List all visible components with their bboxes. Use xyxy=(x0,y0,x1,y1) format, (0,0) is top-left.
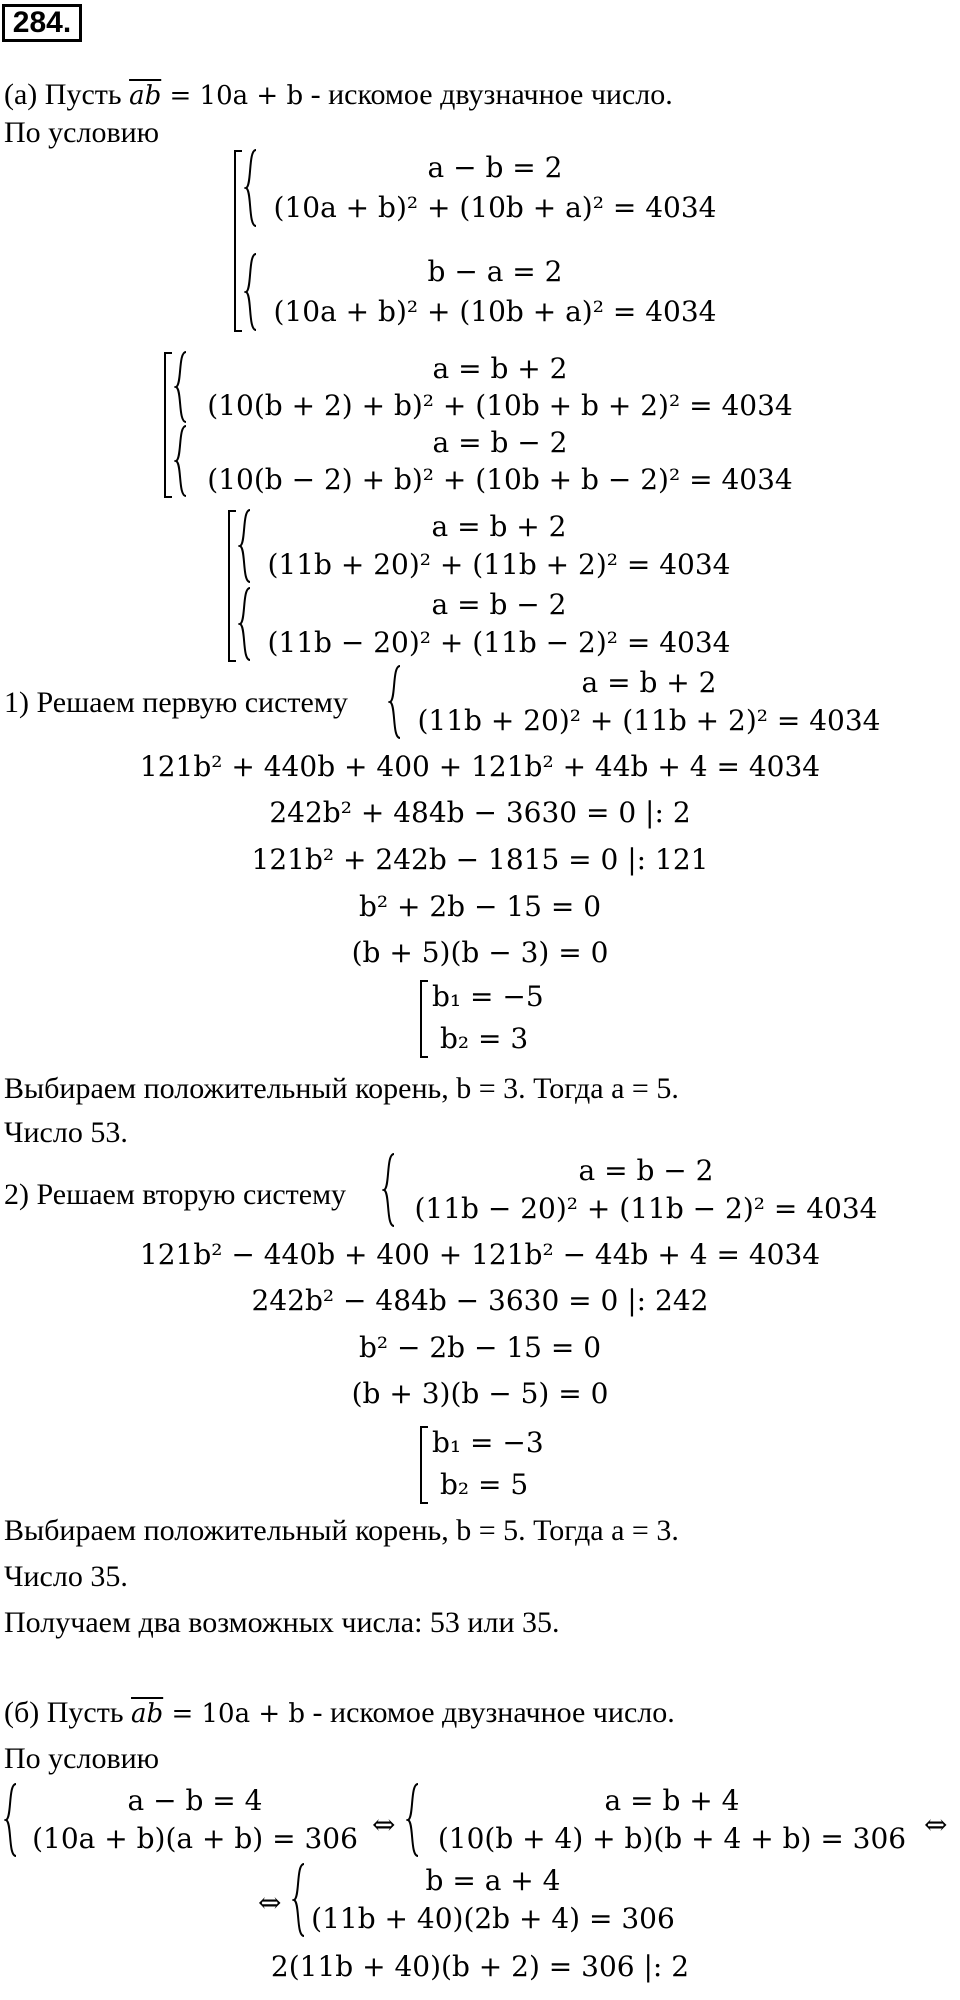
brace-icon xyxy=(292,1862,306,1938)
brace-icon xyxy=(388,664,402,740)
roots-bracket xyxy=(420,1426,428,1504)
part-a-condition: По условию xyxy=(4,116,160,149)
union-bracket xyxy=(234,150,242,332)
step2-line: 121b² − 440b + 400 + 121b² − 44b + 4 = 4034 xyxy=(139,1238,821,1271)
root: b₁ = −3 xyxy=(432,1426,544,1459)
equation: b = a + 4 xyxy=(425,1864,561,1897)
union-bracket xyxy=(164,352,172,498)
intro-prefix: (б) Пусть xyxy=(4,1696,132,1729)
roots-bracket xyxy=(420,980,428,1058)
equation: (10a + b)² + (10b + a)² = 4034 xyxy=(273,191,717,224)
step1-line: b² + 2b − 15 = 0 xyxy=(358,890,602,923)
step2-line: b² − 2b − 15 = 0 xyxy=(358,1331,602,1364)
equation: (10(b − 2) + b)² + (10b + b − 2)² = 4034 xyxy=(207,463,793,496)
brace-icon xyxy=(406,1782,420,1858)
equation: b − a = 2 xyxy=(427,255,563,288)
step1-line: 242b² + 484b − 3630 = 0 |: 2 xyxy=(269,796,691,829)
equation: a = b + 2 xyxy=(431,510,567,543)
digit-notation: $\overline{ab}$ xyxy=(131,1699,164,1729)
brace-icon xyxy=(4,1782,18,1858)
root: b₂ = 3 xyxy=(440,1022,529,1055)
root: b₁ = −5 xyxy=(432,980,544,1013)
equation: (10(b + 4) + b)(b + 4 + b) = 306 xyxy=(437,1822,907,1855)
part-a-answer: Получаем два возможных числа: 53 или 35. xyxy=(4,1606,560,1639)
part-b-intro xyxy=(4,1696,675,1730)
equation: (11b + 20)² + (11b + 2)² = 4034 xyxy=(267,548,731,581)
step1-line: 121b² + 440b + 400 + 121b² + 44b + 4 = 4034 xyxy=(139,750,821,783)
brace-icon xyxy=(244,148,258,228)
step2-line: (b + 3)(b − 5) = 0 xyxy=(351,1377,609,1410)
equation: a − b = 2 xyxy=(427,151,563,184)
equation: a = b − 2 xyxy=(431,588,567,621)
equation: (11b − 20)² + (11b − 2)² = 4034 xyxy=(267,626,731,659)
step1-line: (b + 5)(b − 3) = 0 xyxy=(351,936,609,969)
step1-number: Число 53. xyxy=(4,1116,128,1149)
intro-suffix: - искомое двузначное число. xyxy=(303,78,673,111)
step2-label: 2) Решаем вторую систему xyxy=(4,1178,347,1211)
step2-choice: Выбираем положительный корень, b = 5. Тогда a = 3. xyxy=(4,1514,679,1547)
equation: (10(b + 2) + b)² + (10b + b + 2)² = 4034 xyxy=(207,389,793,422)
step2-line: 242b² − 484b − 3630 = 0 |: 242 xyxy=(251,1284,709,1317)
part-b-line: 2(11b + 40)(b + 2) = 306 |: 2 xyxy=(270,1950,690,1983)
brace-icon xyxy=(174,424,188,498)
brace-icon xyxy=(238,508,252,584)
problem-number: 284. xyxy=(2,4,82,42)
equivalence-sign: ⇔ xyxy=(258,1886,282,1919)
equation: a = b + 2 xyxy=(432,352,568,385)
equation: a = b + 2 xyxy=(581,666,717,699)
equation: (10a + b)(a + b) = 306 xyxy=(32,1822,358,1855)
step2-number: Число 35. xyxy=(4,1560,128,1593)
part-a-intro xyxy=(4,78,673,112)
brace-icon xyxy=(244,252,258,332)
brace-icon xyxy=(382,1152,396,1228)
equation: (10a + b)² + (10b + a)² = 4034 xyxy=(273,295,717,328)
step1-label: 1) Решаем первую систему xyxy=(4,686,348,719)
equation: (11b + 20)² + (11b + 2)² = 4034 xyxy=(417,704,881,737)
brace-icon xyxy=(238,586,252,662)
step1-line: 121b² + 242b − 1815 = 0 |: 121 xyxy=(251,843,709,876)
intro-formula: = 10a + b xyxy=(163,1699,306,1729)
equation: (11b − 20)² + (11b − 2)² = 4034 xyxy=(414,1192,878,1225)
equivalence-sign: ⇔ xyxy=(372,1808,396,1841)
equation: a = b − 2 xyxy=(578,1154,714,1187)
equation: a − b = 4 xyxy=(127,1784,263,1817)
digit-notation: $\overline{ab}$ xyxy=(129,81,162,111)
step1-choice: Выбираем положительный корень, b = 3. Тогда a = 5. xyxy=(4,1072,679,1105)
brace-icon xyxy=(174,350,188,424)
equation: a = b + 4 xyxy=(604,1784,740,1817)
union-bracket xyxy=(228,510,236,662)
equivalence-sign: ⇔ xyxy=(924,1808,948,1841)
part-b-condition: По условию xyxy=(4,1742,160,1775)
equation: (11b + 40)(2b + 4) = 306 xyxy=(311,1902,675,1935)
intro-suffix: - искомое двузначное число. xyxy=(305,1696,675,1729)
intro-formula: = 10a + b xyxy=(161,81,304,111)
equation: a = b − 2 xyxy=(432,426,568,459)
intro-prefix: (а) Пусть xyxy=(4,78,130,111)
root: b₂ = 5 xyxy=(440,1468,529,1501)
